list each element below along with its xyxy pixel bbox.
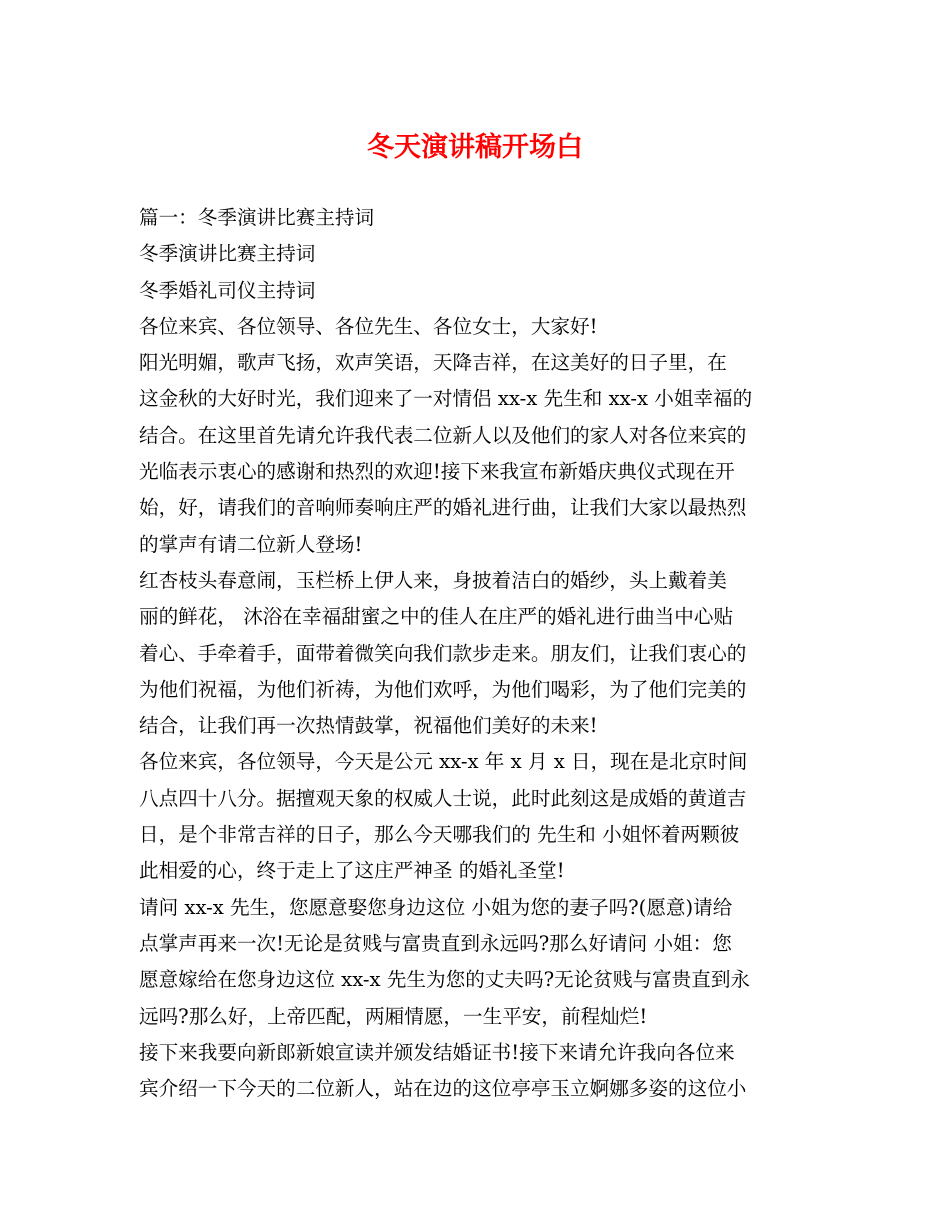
- text-line: 红杏枝头春意闹，玉栏桥上伊人来，身披着洁白的婚纱，头上戴着美: [139, 568, 727, 592]
- text-line: 冬季婚礼司仪主持词: [139, 278, 316, 302]
- text-line: 丽的鲜花， 沐浴在幸福甜蜜之中的佳人在庄严的婚礼进行曲当中心贴: [139, 605, 734, 629]
- text-line: 为他们祝福，为他们祈祷，为他们欢呼，为他们喝彩，为了他们完美的: [139, 677, 747, 701]
- text-line: 这金秋的大好时光，我们迎来了一对情侣 xx-x 先生和 xx-x 小姐幸福的: [139, 387, 753, 411]
- text-line: 光临表示衷心的感谢和热烈的欢迎!接下来我宣布新婚庆典仪式现在开: [139, 460, 735, 484]
- text-line: 始，好，请我们的音响师奏响庄严的婚礼进行曲，让我们大家以最热烈: [139, 496, 747, 520]
- text-line: 宾介绍一下今天的二位新人，站在边的这位亭亭玉立婀娜多姿的这位小: [139, 1077, 747, 1101]
- text-line: 远吗?那么好，上帝匹配，两厢情愿，一生平安，前程灿烂!: [139, 1004, 648, 1028]
- text-line: 接下来我要向新郎新娘宣读并颁发结婚证书!接下来请允许我向各位来: [139, 1040, 735, 1064]
- text-line: 的掌声有请二位新人登场!: [139, 532, 363, 556]
- text-line: 结合。在这里首先请允许我代表二位新人以及他们的家人对各位来宾的: [139, 423, 747, 447]
- text-line: 着心、手牵着手，面带着微笑向我们款步走来。朋友们，让我们衷心的: [139, 641, 747, 665]
- text-line: 此相爱的心，终于走上了这庄严神圣 的婚礼圣堂!: [139, 859, 565, 883]
- text-line: 点掌声再来一次!无论是贫贱与富贵直到永远吗?那么好请问 小姐：您: [139, 931, 732, 955]
- text-line: 结合，让我们再一次热情鼓掌，祝福他们美好的未来!: [139, 714, 598, 738]
- document-title: 冬天演讲稿开场白: [367, 132, 583, 163]
- text-line: 日，是个非常吉祥的日子，那么今天哪我们的 先生和 小姐怀着两颗彼: [139, 823, 740, 847]
- text-line: 愿意嫁给在您身边这位 xx-x 先生为您的丈夫吗?无论贫贱与富贵直到永: [139, 968, 751, 992]
- text-line: 篇一：冬季演讲比赛主持词: [139, 206, 375, 229]
- text-line: 八点四十八分。据擅观天象的权威人士说，此时此刻这是成婚的黄道吉: [139, 786, 747, 810]
- text-line: 阳光明媚，歌声飞扬，欢声笑语，天降吉祥，在这美好的日子里，在: [139, 351, 727, 375]
- document-body: [139, 200, 819, 1107]
- text-line: 各位来宾、各位领导、各位先生、各位女士，大家好!: [139, 314, 598, 338]
- text-line: 冬季演讲比赛主持词: [139, 242, 316, 266]
- text-line: 各位来宾，各位领导，今天是公元 xx-x 年 x 月 x 日，现在是北京时间: [139, 750, 748, 774]
- text-line: 请问 xx-x 先生，您愿意娶您身边这位 小姐为您的妻子吗?(愿意)请给: [139, 895, 733, 919]
